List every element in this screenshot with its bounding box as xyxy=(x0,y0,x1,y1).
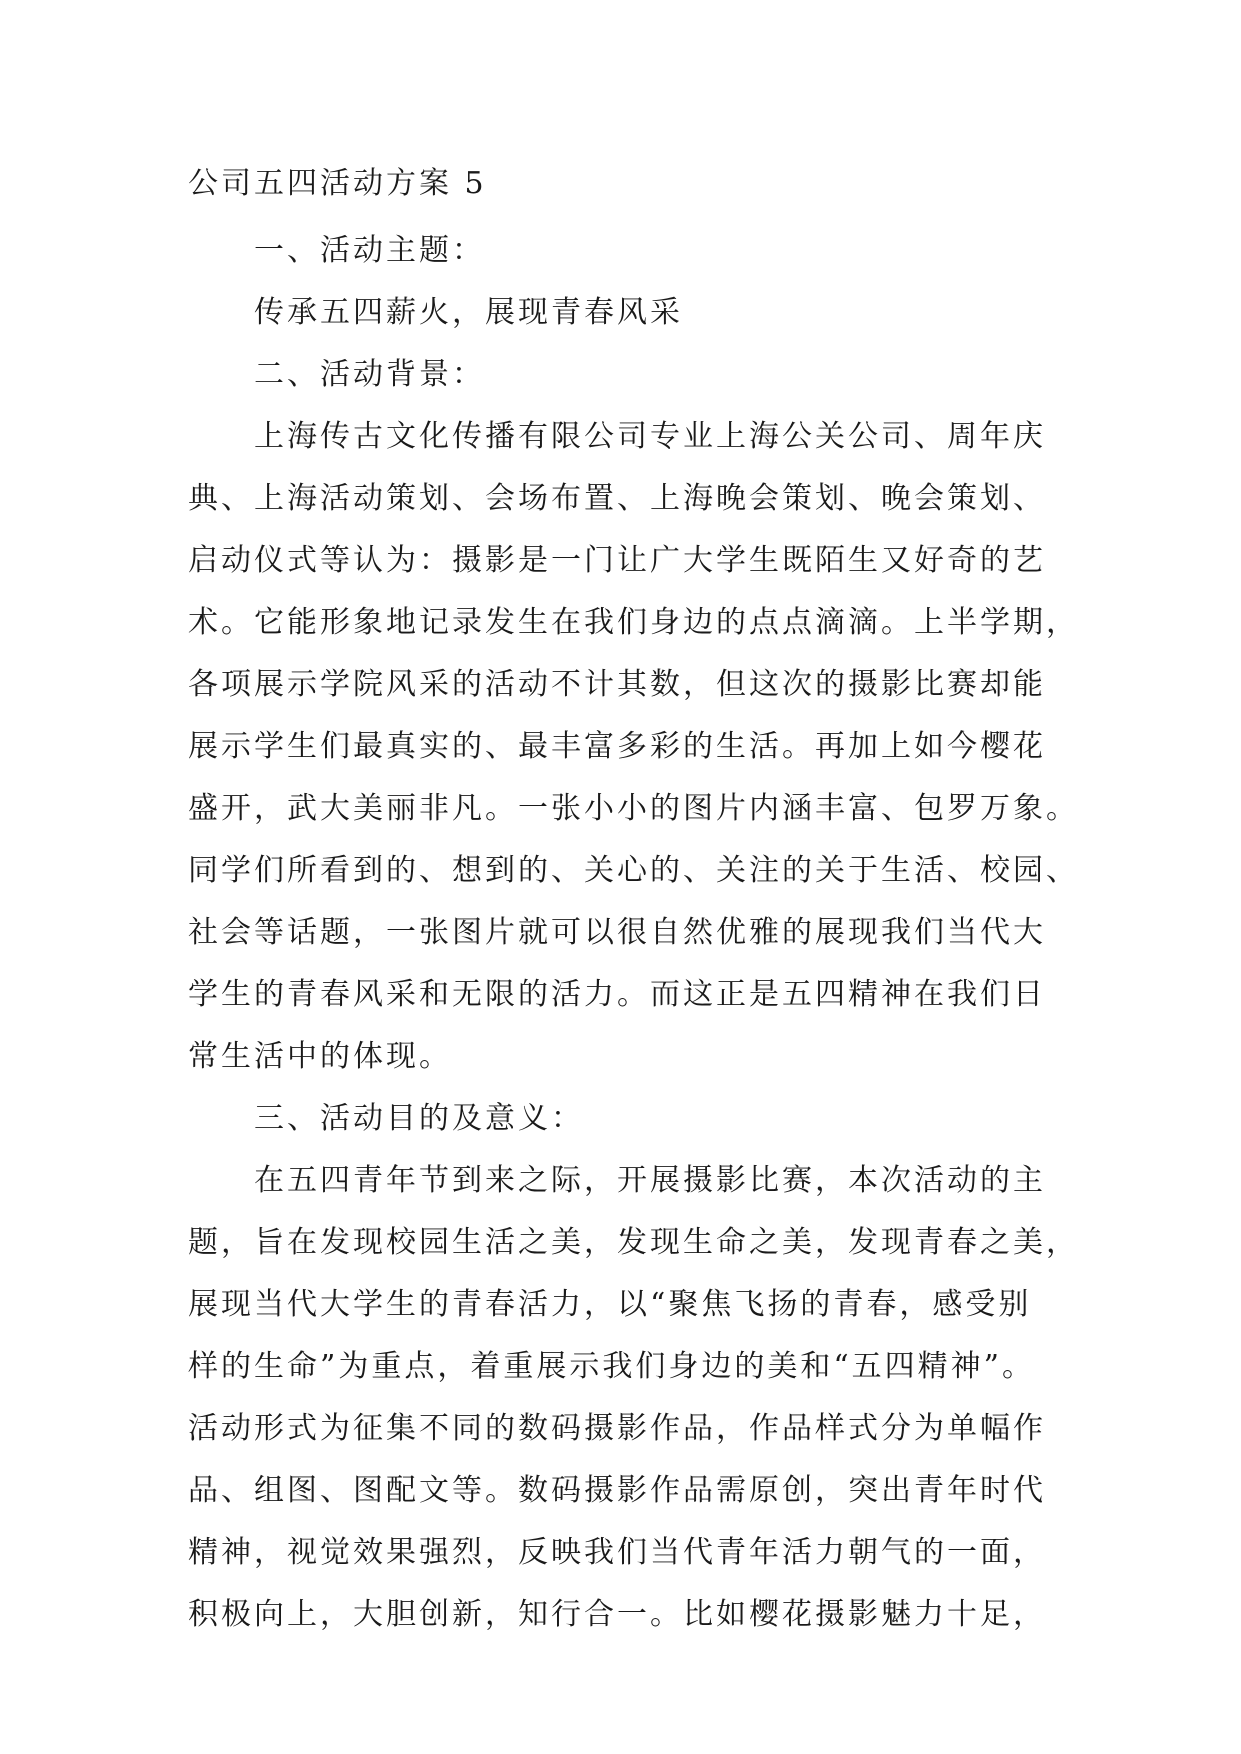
paragraph-line: 活动形式为征集不同的数码摄影作品，作品样式分为单幅作 xyxy=(188,1411,1046,1446)
heading-activity-purpose: 三、活动目的及意义： xyxy=(254,1101,584,1136)
paragraph-line: 各项展示学院风采的活动不计其数，但这次的摄影比赛却能 xyxy=(188,667,1046,702)
paragraph-line: 精神，视觉效果强烈，反映我们当代青年活力朝气的一面， xyxy=(188,1535,1046,1570)
paragraph-line: 样的生命”为重点，着重展示我们身边的美和“五四精神”。 xyxy=(188,1349,1036,1384)
paragraph-line: 展现当代大学生的青春活力，以“聚焦飞扬的青春，感受别 xyxy=(188,1287,1032,1322)
document-body xyxy=(188,160,1079,1646)
paragraph-line: 典、上海活动策划、会场布置、上海晚会策划、晚会策划、 xyxy=(188,481,1046,516)
paragraph-line: 社会等话题，一张图片就可以很自然优雅的展现我们当代大 xyxy=(188,915,1046,950)
paragraph-line: 展示学生们最真实的、最丰富多彩的生活。再加上如今樱花 xyxy=(188,729,1046,764)
heading-activity-background: 二、活动背景： xyxy=(254,357,485,392)
theme-text: 传承五四薪火，展现青春风采 xyxy=(254,295,683,330)
paragraph-line: 启动仪式等认为：摄影是一门让广大学生既陌生又好奇的艺 xyxy=(188,543,1046,578)
paragraph-line: 题，旨在发现校园生活之美，发现生命之美，发现青春之美， xyxy=(188,1225,1079,1260)
paragraph-line: 在五四青年节到来之际，开展摄影比赛，本次活动的主 xyxy=(254,1163,1046,1198)
document-title: 公司五四活动方案 5 xyxy=(188,166,487,201)
paragraph-line: 上海传古文化传播有限公司专业上海公关公司、周年庆 xyxy=(254,419,1046,454)
paragraph-line: 积极向上，大胆创新，知行合一。比如樱花摄影魅力十足， xyxy=(188,1597,1046,1632)
paragraph-line: 术。它能形象地记录发生在我们身边的点点滴滴。上半学期， xyxy=(188,605,1079,640)
paragraph-line: 常生活中的体现。 xyxy=(188,1039,452,1074)
paragraph-line: 学生的青春风采和无限的活力。而这正是五四精神在我们日 xyxy=(188,977,1046,1012)
heading-activity-theme: 一、活动主题： xyxy=(254,233,485,268)
paragraph-line: 同学们所看到的、想到的、关心的、关注的关于生活、校园、 xyxy=(188,853,1079,888)
paragraph-line: 盛开，武大美丽非凡。一张小小的图片内涵丰富、包罗万象。 xyxy=(188,791,1079,826)
paragraph-line: 品、组图、图配文等。数码摄影作品需原创，突出青年时代 xyxy=(188,1473,1046,1508)
